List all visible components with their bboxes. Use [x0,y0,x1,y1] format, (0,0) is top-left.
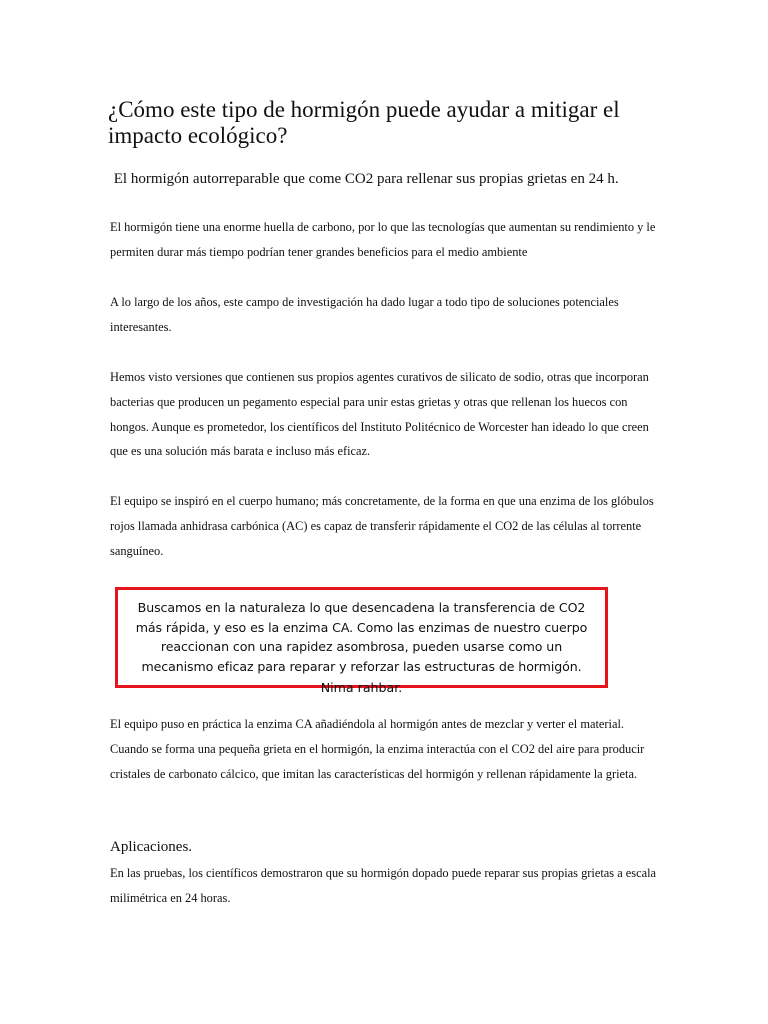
document-subtitle: El hormigón autorreparable que come CO2 para rellenar sus propias grietas en 24 h. [110,171,619,187]
paragraph-research-field: A lo largo de los años, este campo de investigación ha dado lugar a todo tipo de soluciones potenciales interesantes. [110,295,619,334]
section-heading-applications: Aplicaciones. [110,839,193,855]
quote-box [115,587,608,695]
paragraph-enzyme-application: El equipo puso en práctica la enzima CA añadiéndola al hormigón antes de mezclar y verter el material. Cuando se forma una pequeña grieta en el hormigón, la enzima interactúa con el CO2 del aire para producir cristales de carbonato cálcico, que imitan las características del hormigón y rellenan rápidamente la grieta. [110,717,645,781]
paragraph-inspiration: El equipo se inspiró en el cuerpo humano; más concretamente, de la forma en que una enzima de los glóbulos rojos llamada anhidrasa carbónica (AC) es capaz de transferir rápidamente el CO2 de las células al torrente sanguíneo. [110,494,654,558]
paragraph-tests: En las pruebas, los científicos demostraron que su hormigón dopado puede reparar sus propias grietas a escala milimétrica en 24 horas. [110,866,657,905]
paragraph-previous-versions: Hemos visto versiones que contienen sus propios agentes curativos de silicato de sodio, otras que incorporan bacterias que producen un pegamento especial para unir estas grietas y otras que rellenan los huecos con hongos. Aunque es prometedor, los científicos del Instituto Politécnico de Worcester han ideado lo que creen que es una solución más barata e incluso más eficaz. [110,370,649,459]
quote-text: Buscamos en la naturaleza lo que desencadena la transferencia de CO2 más rápida, y eso es la enzima CA. Como las enzimas de nuestro cuerpo reaccionan con una rapidez asombrosa, pueden usarse como un mecanismo eficaz para reparar y reforzar las estructuras de hormigón. [135,600,588,674]
document-title: ¿Cómo este tipo de hormigón puede ayudar a mitigar el impacto ecológico? [108,97,620,148]
paragraph-carbon-footprint: El hormigón tiene una enorme huella de carbono, por lo que las tecnologías que aumentan su rendimiento y le permiten durar más tiempo podrían tener grandes beneficios para el medio ambiente [110,220,656,259]
quote-author: Nima rahbar. [320,680,403,695]
